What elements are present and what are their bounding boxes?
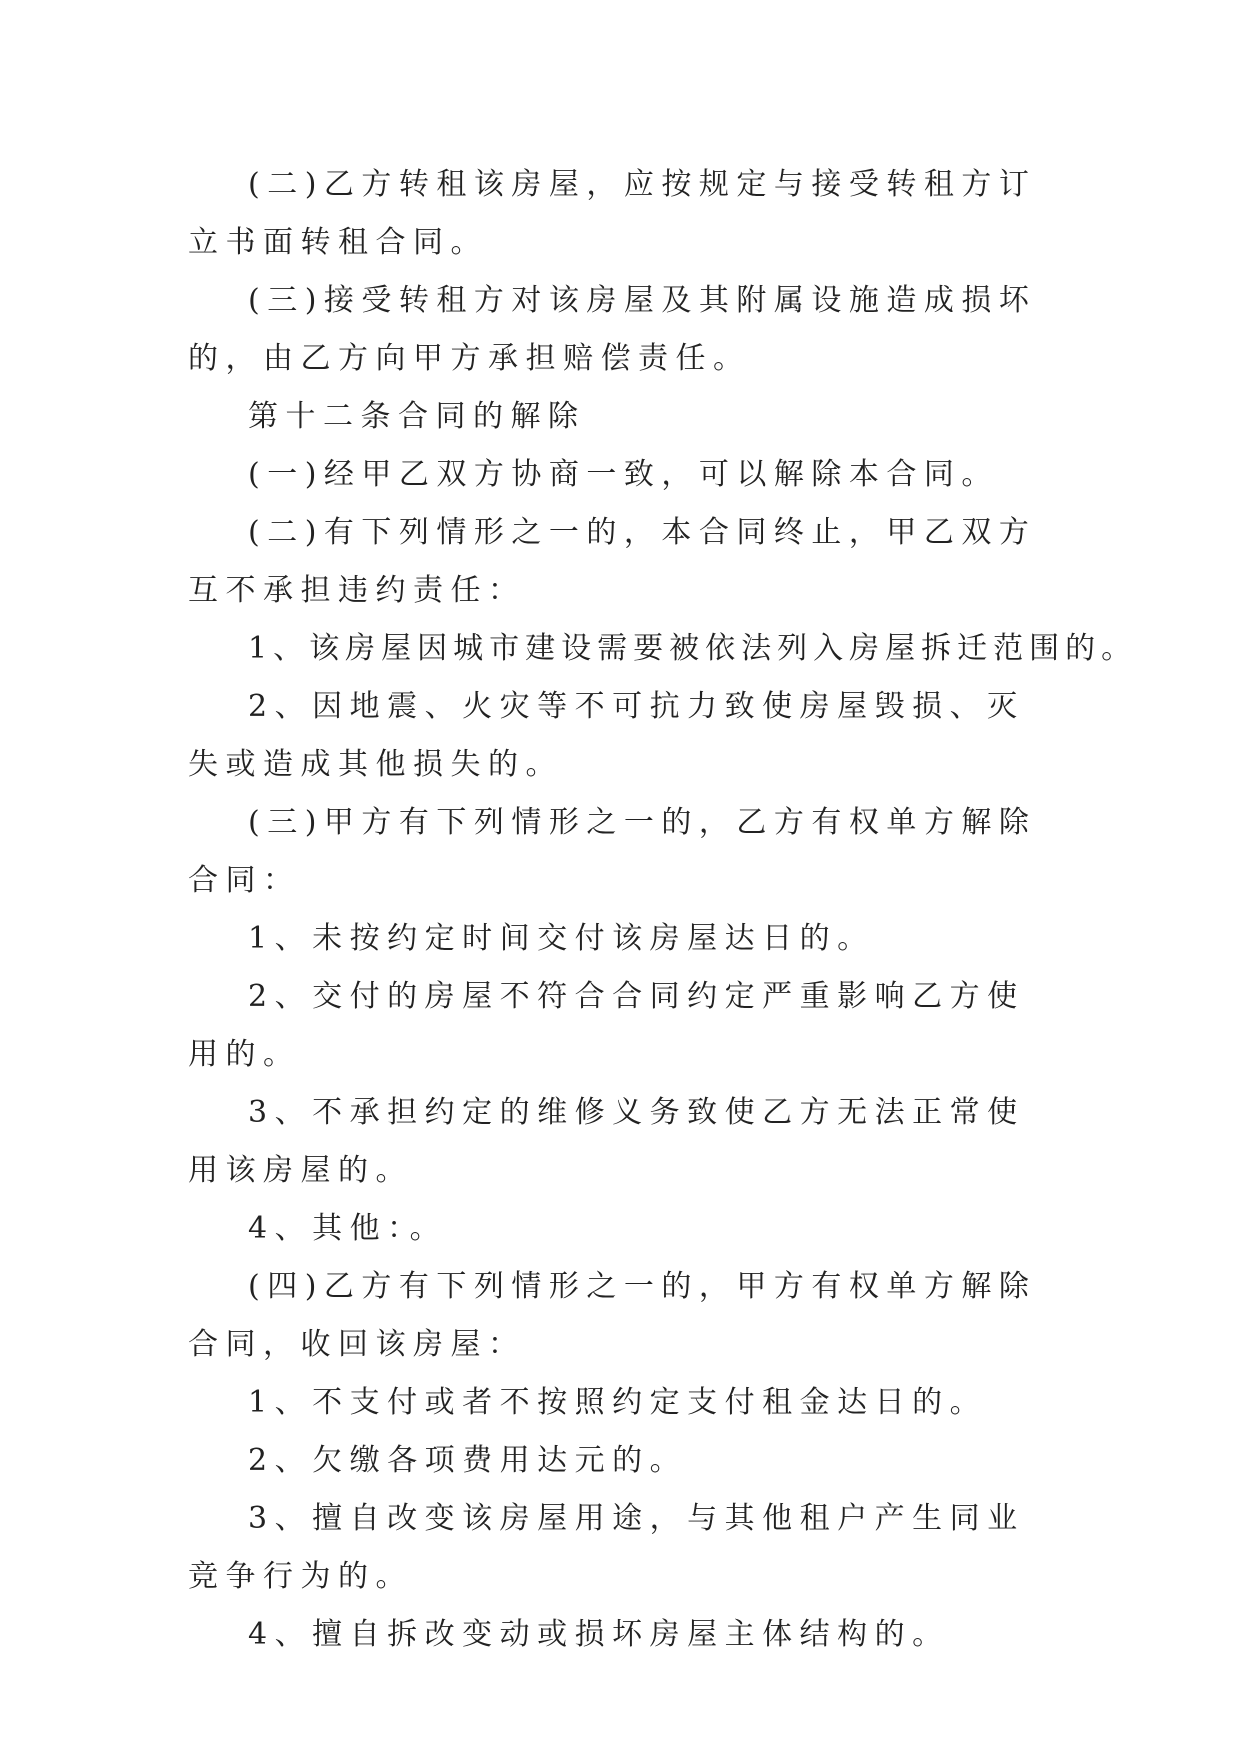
list-item-nonconforming-house: 2、交付的房屋不符合合同约定严重影响乙方使用的。: [188, 979, 1025, 1072]
paragraph-party-a-breach: (三)甲方有下列情形之一的，乙方有权单方解除合同：: [188, 805, 1037, 898]
list-item-late-delivery: 1、未按约定时间交付该房屋达日的。: [248, 921, 875, 956]
list-item-no-maintenance: 3、不承担约定的维修义务致使乙方无法正常使用该房屋的。: [188, 1095, 1025, 1188]
paragraph-termination-conditions: (二)有下列情形之一的，本合同终止，甲乙双方互不承担违约责任：: [188, 515, 1037, 608]
list-item-demolition: 1、该房屋因城市建设需要被依法列入房屋拆迁范围的。: [248, 631, 1138, 666]
paragraph-mutual-termination: (一)经甲乙双方协商一致，可以解除本合同。: [248, 457, 999, 492]
paragraph-party-b-breach: (四)乙方有下列情形之一的，甲方有权单方解除合同，收回该房屋：: [188, 1269, 1037, 1362]
list-item-force-majeure: 2、因地震、火灾等不可抗力致使房屋毁损、灭失或造成其他损失的。: [188, 689, 1025, 782]
document-body: [188, 156, 1138, 1664]
list-item-other: 4、其他：。: [248, 1211, 448, 1246]
list-item-structural-damage: 4、擅自拆改变动或损坏房屋主体结构的。: [248, 1617, 950, 1652]
paragraph-sublease-damage: (三)接受转租方对该房屋及其附属设施造成损坏的，由乙方向甲方承担赔偿责任。: [188, 283, 1037, 376]
paragraph-sublease-contract: (二)乙方转租该房屋，应按规定与接受转租方订立书面转租合同。: [188, 167, 1037, 260]
list-item-unpaid-rent: 1、不支付或者不按照约定支付租金达日的。: [248, 1385, 988, 1420]
section-heading-termination: 第十二条合同的解除: [248, 399, 586, 434]
list-item-unpaid-fees: 2、欠缴各项费用达元的。: [248, 1443, 688, 1478]
list-item-changed-use: 3、擅自改变该房屋用途，与其他租户产生同业竞争行为的。: [188, 1501, 1025, 1594]
